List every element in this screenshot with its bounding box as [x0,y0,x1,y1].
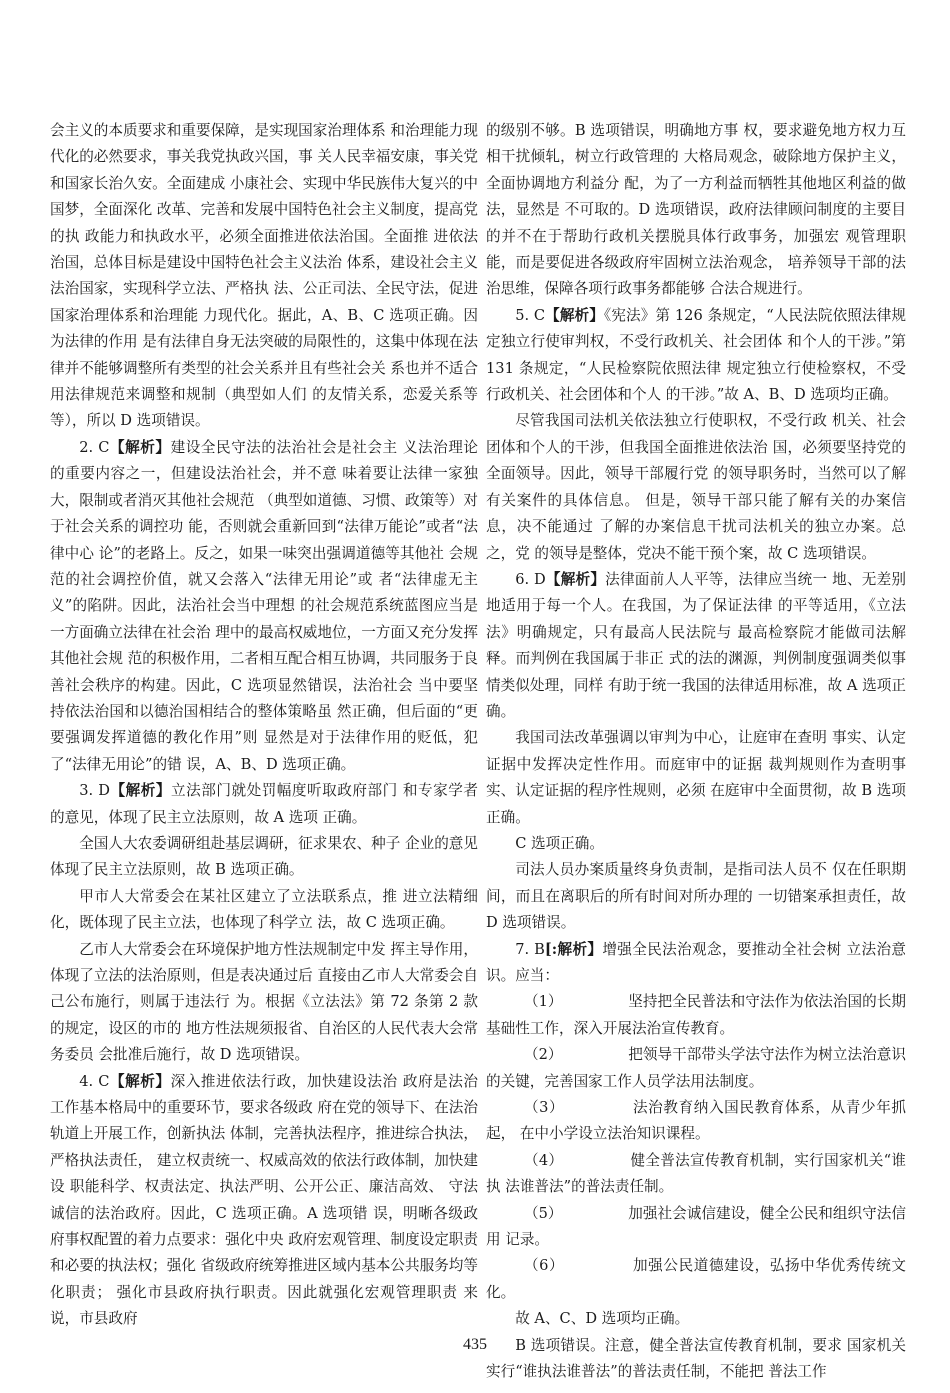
answer-text: 会主义的本质要求和重要保障，是实现国家治理体系 和治理能力现代化的必然要求，事关我党执政兴国，事 关人民幸福安康，事关党和国家长治久安。全面建成 小康社会、实现中华民族伟大复兴的中国梦，全面深化 改革、完善和发展中国特色社会主义制度，提高党的执 政能力和执政水平，必须全面推进依法治国。全面推 进依法治国，总体目标是建设中国特色社会主义法治 体系，建设社会主义法治国家，实现科学立法、严格执 法、公正司法、全民守法，促进国家治理体系和治理能 力现代化。据此，A、B、C 选项正确。因为法律的作用 是有法律自身无法突破的局限性的，这集中体现在法律并不能够调整所有类型的社会关系并且有些社会关 系也并不适合用法律规范来调整和规制（典型如人们 的友情关系，恋爱关系等等），所以 D 选项错误。 [50,122,478,430]
answer-q3 [50,778,478,831]
left-column [50,118,478,1333]
analysis-tag: 【解析】 [109,782,171,800]
answer-paragraph: 司法人员办案质量终身负责制，是指司法人员不 仅在任职期间，而且在离职后的所有时间对所办理的 一切错案承担责任，故 D 选项错误。 [486,861,906,932]
enumerated-item: （5） 加强社会诚信建设，健全公民和组织守法信用 记录。 [486,1204,906,1249]
right-column [486,118,906,1386]
enumerated-item: （1） 坚持把全民普法和守法作为依法治国的长期 基础性工作，深入开展法治宣传教育。 [486,993,906,1037]
enumerated-item: （3） 法治教育纳入国民教育体系，从青少年抓起， 在中小学设立法治知识课程。 [486,1099,906,1143]
analysis-tag: 【解析】 [109,1072,171,1090]
answer-text: 立法部门就处罚幅度听取政府部门 和专家学者的意见，体现了民主立法原则，故 A 选项 正确。 [50,782,478,826]
answer-paragraph: B 选项错误。注意，健全普法宣传教育机制，要求 国家机关实行“谁执法谁普法”的普法责任制，不能把 普法工作 [486,1336,906,1381]
answer-q7 [486,937,906,990]
answer-text: 《宪法》第 126 条规定，“人民法院依照法律规定独立行使审判权，不受行政机关、社会团体 和个人的干涉。”第 131 条规定，“人民检察院依照法律 规定独立行使检察权，不受行政机关、社会团体和个人 的干涉。”故 A、B、D 选项均正确。 [486,306,906,404]
answer-text: 增强全民法治观念，要推动全社会树 立法治意识。应当： [486,940,906,984]
enumerated-item: （6） 加强公民道德建设，弘扬中华优秀传统文化。 [486,1257,906,1301]
analysis-tag: 【解析】 [545,306,604,324]
answer-number: 7. B [515,940,545,958]
answer-q4 [50,1069,478,1333]
enumerated-item: （2） 把领导干部带头学法守法作为树立法治意识 的关键，完善国家工作人员学法用法制度。 [486,1046,906,1090]
answer-text: 的级别不够。B 选项错误，明确地方事 权，要求避免地方权力互相干扰倾轧，树立行政管理的 大格局观念，破除地方保护主义，全面协调地方利益分 配，为了一方利益而牺牲其他地区利益的做法，显然是 不可取的。D 选项错误，政府法律顾问制度的主要目 的并不在于帮助行政机关摆脱具体行政事务，加强宏 观管理职能，而是要促进各级政府牢固树立法治观念， 培养领导干部的法治思维，保障各项行政事务都能够 合法合规进行。 [486,122,906,298]
answer-paragraph: 故 A、C、D 选项均正确。 [515,1310,690,1328]
answer-paragraph: 乙市人大常委会在环境保护地方性法规制定中发 挥主导作用，体现了立法的法治原则，但是表决通过后 直接由乙市人大常委会自己公布施行，则属于违法行 为。根据《立法法》第 72 条第 2 款的规定，设区的市的 地方性法规须报省、自治区的人民代表大会常务委员 会批准后施行，故 D 选项错误。 [50,940,478,1064]
answer-paragraph: 尽管我国司法机关依法独立行使职权，不受行政 机关、社会团体和个人的干涉，但我国全面推进依法治 国，必须要坚持党的全面领导。因此，领导干部履行党 的领导职务时，当然可以了解有关案件的具体信息。 但是，领导干部只能了解有关的办案信息，决不能通过 了解的办案信息干扰司法机关的独立办案。总之，党 的领导是整体，党决不能干预个案，故 C 选项错误。 [486,412,906,562]
answer-paragraph: 我国司法改革强调以审判为中心，让庭审在查明 事实、认定证据中发挥决定性作用。而庭审中的证据 裁判规则作为查明事实、认定证据的程序性规则，必须 在庭审中全面贯彻，故 B 选项正确。 [486,729,906,826]
answer-number: 5. C [515,306,546,324]
analysis-tag: 【解析】 [545,570,606,588]
answer-number: 3. D [79,782,110,800]
answer-text: 深入推进依法行政，加快建设法治 政府是法治工作基本格局中的重要环节，要求各级政 府在党的领导下、在法治轨道上开展工作，创新执法 体制，完善执法程序，推进综合执法，严格执法责任， 建立权责统一、权威高效的依法行政体制，加快建设 职能科学、权责法定、执法严明、公开公正、廉洁高效、 守法诚信的法治政府。因此，C 选项正确。A 选项错 误，明晰各级政府事权配置的着力点要求：强化中央 政府宏观管理、制度设定职责和必要的执法权；强化 省级政府统筹推进区域内基本公共服务均等化职责； 强化市县政府执行职责。因此就强化宏观管理职责 来说，市县政府 [50,1072,478,1328]
answer-paragraph: 全国人大农委调研组赴基层调研，征求果农、种子 企业的意见体现了民主立法原则，故 B 选项正确。 [50,834,478,879]
analysis-tag: 【解析】 [109,438,171,456]
answer-number: 4. C [79,1072,110,1090]
page-number: 435 [463,1336,487,1353]
answer-number: 2. C [79,438,110,456]
answer-text: 建设全民守法的法治社会是社会主 义法治理论的重要内容之一，但建设法治社会，并不意 味着要让法律一家独大，限制或者消灭其他社会规范 （典型如道德、习惯、政策等）对于社会关系的调控功 能，否则就会重新回到“法律万能论”或者“法律中心 论”的老路上。反之，如果一味突出强调道德等其他社 会规范的社会调控价值，就又会落入“法律无用论”或 者“法律虚无主义”的陷阱。因此，法治社会当中理想 的社会规范系统蓝图应当是一方面确立法律在社会治 理中的最高权威地位，一方面又充分发挥其他社会规 范的积极作用，二者相互配合相互协调，共同服务于良善社会秩序的构建。因此，C 选项显然错误，法治社会 当中要坚持依法治国和以德治国相结合的整体策略虽 然正确，但后面的“更要强调发挥道德的教化作用”则 显然是对于法律作用的贬低，犯了“法律无用论”的错 误，A、B、D 选项正确。 [50,438,478,773]
enumerated-item: （4） 健全普法宣传教育机制，实行国家机关“谁执 法谁普法”的普法责任制。 [486,1151,906,1196]
answer-paragraph: 甲市人大常委会在某社区建立了立法联系点，推 进立法精细化，既体现了民主立法，也体现了科学立 法，故 C 选项正确。 [50,887,478,932]
answer-text: 法律面前人人平等，法律应当统一 地、无差别地适用于每一个人。在我国，为了保证法律 的平等适用，《立法法》明确规定，只有最高人民法院与 最高检察院才能做司法解释。而判例在我国属于非正 式的法的渊源，判例制度强调类似事情类似处理，同样 有助于统一我国的法律适用标准，故 A 选项正确。 [486,570,906,720]
answer-number: 6. D [515,570,546,588]
analysis-tag: [:解析】 [544,940,603,958]
answer-q6 [486,567,906,725]
answer-paragraph: C 选项正确。 [515,834,604,852]
answer-q2 [50,435,478,778]
answer-q5 [486,303,906,409]
